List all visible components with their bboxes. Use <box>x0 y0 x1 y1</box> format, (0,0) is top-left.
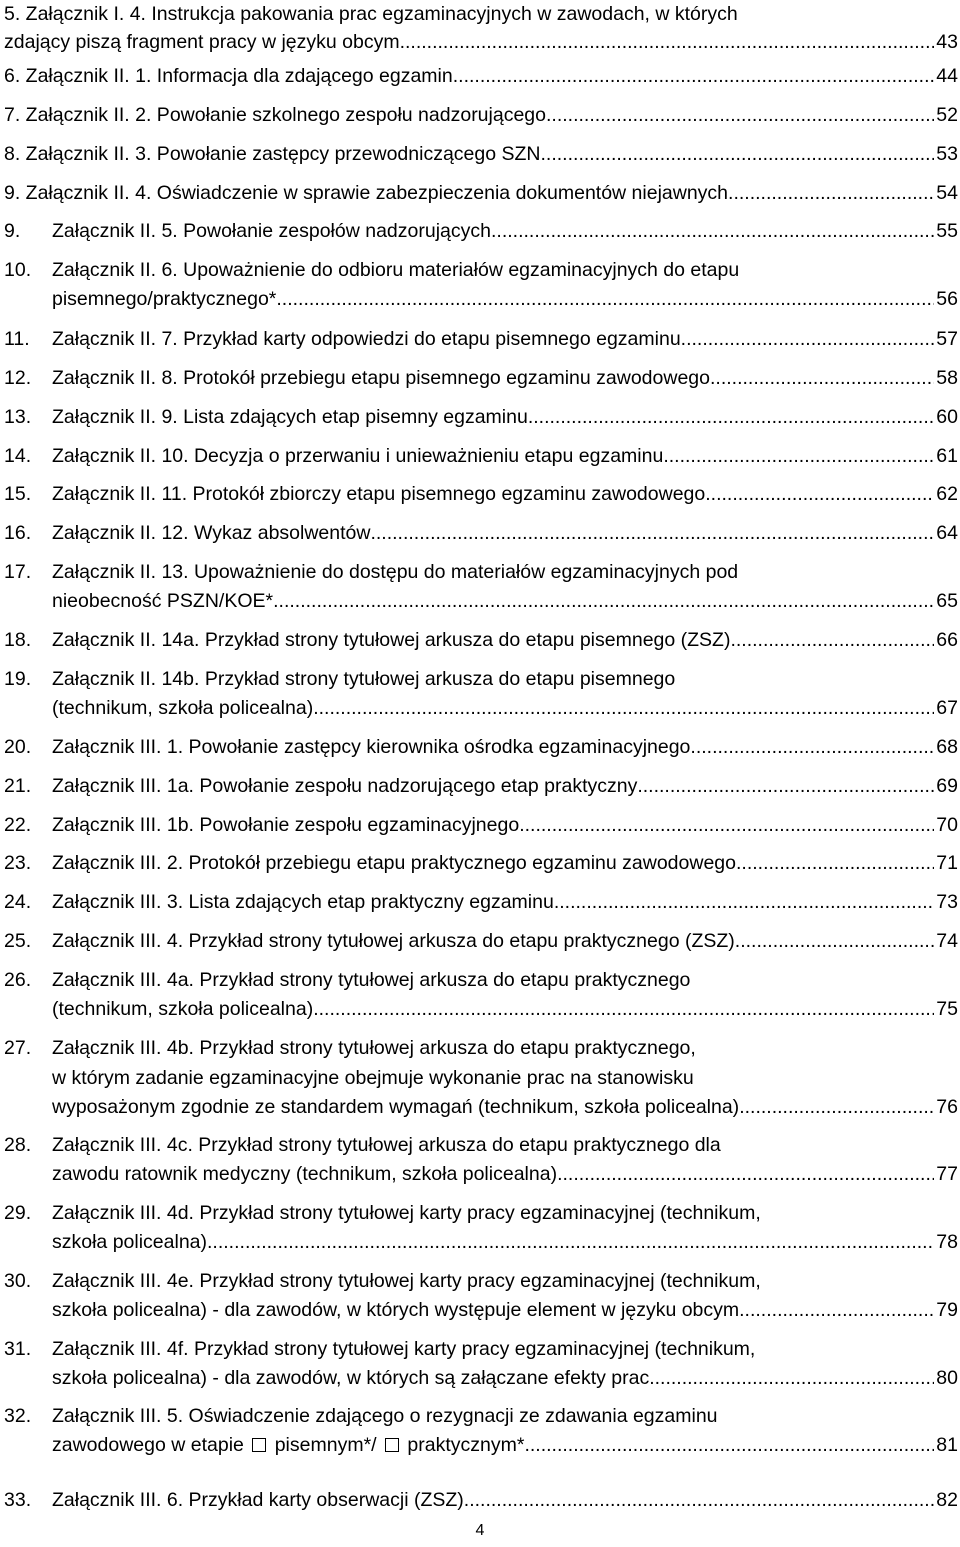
dot-leader <box>491 217 934 245</box>
dot-leader <box>276 285 934 313</box>
dot-leader <box>400 28 935 56</box>
toc-line <box>0 995 960 1023</box>
toc-line <box>0 1267 960 1295</box>
toc-entry-title[interactable]: pisemnego/praktycznego* <box>52 288 277 310</box>
toc-entry-number: 18. <box>4 629 32 651</box>
toc-line <box>0 140 960 168</box>
dot-leader <box>735 927 935 955</box>
toc-entry-title[interactable]: 5. Załącznik I. 4. Instrukcja pakowania prac egzaminacyjnych w zawodach, w których <box>4 3 738 25</box>
toc-entry-number: 31. <box>4 1338 32 1360</box>
toc-line <box>0 849 960 877</box>
toc-entry-number: 15. <box>4 483 32 505</box>
toc-line <box>0 966 960 994</box>
toc-entry-number: 10. <box>4 259 32 281</box>
toc-page-number[interactable]: 79 <box>936 1299 958 1321</box>
toc-entry-title[interactable]: 7. Załącznik II. 2. Powołanie szkolnego zespołu nadzorującego <box>4 104 546 126</box>
toc-line <box>0 62 960 90</box>
toc-line <box>0 101 960 129</box>
toc-entry-title[interactable]: Załącznik III. 6. Przykład karty obserwacji (ZSZ) <box>52 1489 464 1511</box>
toc-line <box>0 325 960 353</box>
toc-page-number[interactable]: 81 <box>936 1434 958 1456</box>
toc-entry-title[interactable]: (technikum, szkoła policealna) <box>52 697 314 719</box>
toc-page-number[interactable]: 75 <box>936 998 958 1020</box>
dot-leader <box>739 1093 934 1121</box>
toc-line <box>0 1228 960 1256</box>
checkbox-square <box>252 1438 266 1452</box>
toc-page-number[interactable]: 69 <box>936 775 958 797</box>
toc-entry-title[interactable]: Załącznik III. 1. Powołanie zastępcy kierownika ośrodka egzaminacyjnego <box>52 736 691 758</box>
dot-leader <box>453 62 935 90</box>
toc-line <box>0 179 960 207</box>
dot-leader <box>710 364 934 392</box>
dot-leader <box>313 995 934 1023</box>
dot-leader <box>649 1364 934 1392</box>
dot-leader <box>370 519 934 547</box>
toc-entry-number: 17. <box>4 561 32 583</box>
toc-entry-title[interactable]: Załącznik II. 11. Protokół zbiorczy etapu pisemnego egzaminu zawodowego <box>52 483 706 505</box>
toc-entry-title[interactable]: Załącznik III. 5. Oświadczenie zdającego o rezygnacji ze zdawania egzaminu <box>52 1405 718 1427</box>
dot-leader <box>519 811 934 839</box>
checkbox-square <box>385 1438 399 1452</box>
toc-entry-number: 24. <box>4 891 32 913</box>
toc-entry-title[interactable]: szkoła policealna) <box>52 1231 208 1253</box>
toc-entry-title[interactable]: 8. Załącznik II. 3. Powołanie zastępcy przewodniczącego SZN <box>4 143 541 165</box>
toc-entry-title[interactable]: w którym zadanie egzaminacyjne obejmuje wykonanie prac na stanowisku <box>52 1067 694 1089</box>
toc-entry-title[interactable]: Załącznik II. 8. Protokół przebiegu etapu pisemnego egzaminu zawodowego <box>52 367 710 389</box>
toc-page-number[interactable]: 61 <box>936 445 958 467</box>
dot-leader <box>554 888 934 916</box>
toc-page-number[interactable]: 53 <box>936 143 958 165</box>
toc-entry-number: 16. <box>4 522 32 544</box>
toc-entry-title[interactable]: Załącznik III. 4b. Przykład strony tytułowej arkusza do etapu praktycznego, <box>52 1037 696 1059</box>
toc-entry-number: 21. <box>4 775 32 797</box>
toc-line <box>0 1034 960 1062</box>
toc-entry-number: 14. <box>4 445 32 467</box>
toc-entry-number: 12. <box>4 367 32 389</box>
toc-line <box>0 927 960 955</box>
toc-page-number[interactable]: 82 <box>936 1489 958 1511</box>
toc-line <box>0 1431 960 1459</box>
toc-line <box>0 519 960 547</box>
toc-entry-title[interactable]: Załącznik II. 9. Lista zdających etap pisemny egzaminu <box>52 406 528 428</box>
toc-entry-number: 27. <box>4 1037 32 1059</box>
toc-page-number[interactable]: 60 <box>936 406 958 428</box>
toc-entry-number: 9. <box>4 220 21 242</box>
toc-entry-title[interactable]: Załącznik III. 4f. Przykład strony tytułowej karty pracy egzaminacyjnej (technikum, <box>52 1338 756 1360</box>
toc-entry-title[interactable]: szkoła policealna) - dla zawodów, w których są załączane efekty prac <box>52 1367 650 1389</box>
toc-line <box>0 1131 960 1159</box>
toc-page-number[interactable]: 67 <box>936 697 958 719</box>
toc-page-number[interactable]: 64 <box>936 522 958 544</box>
toc-line <box>0 1486 960 1514</box>
toc-page-number[interactable]: 71 <box>936 852 958 874</box>
toc-line <box>0 256 960 284</box>
toc-line <box>0 403 960 431</box>
toc-page-number[interactable]: 52 <box>936 104 958 126</box>
toc-page-number[interactable]: 78 <box>936 1231 958 1253</box>
toc-line <box>0 772 960 800</box>
dot-leader <box>524 1431 934 1459</box>
dot-leader <box>730 626 934 654</box>
dot-leader <box>739 1296 934 1324</box>
dot-leader <box>663 442 934 470</box>
toc-entry-number: 13. <box>4 406 32 428</box>
toc-entry-title[interactable]: Załącznik II. 5. Powołanie zespołów nadzorujących <box>52 220 491 242</box>
toc-line <box>0 1093 960 1121</box>
dot-leader <box>681 325 935 353</box>
toc-entry-title[interactable]: Załącznik II. 6. Upoważnienie do odbioru materiałów egzaminacyjnych do etapu <box>52 259 740 281</box>
toc-line <box>0 480 960 508</box>
toc-line <box>0 364 960 392</box>
toc-entry-title[interactable]: zawodu ratownik medyczny (technikum, szkoła policealna) <box>52 1163 558 1185</box>
toc-line <box>0 285 960 313</box>
toc-entry-title[interactable]: Załącznik II. 7. Przykład karty odpowiedzi do etapu pisemnego egzaminu <box>52 328 681 350</box>
toc-line <box>0 1064 960 1092</box>
toc-page-number[interactable]: 68 <box>936 736 958 758</box>
page-number: 4 <box>475 1522 485 1539</box>
toc-entry-title[interactable]: zawodowego w etapie pisemnym*/ praktycznym* <box>52 1434 525 1456</box>
toc-page-number[interactable]: 80 <box>936 1367 958 1389</box>
dot-leader <box>728 179 934 207</box>
toc-entry-title[interactable]: Załącznik III. 1b. Powołanie zespołu egzaminacyjnego <box>52 814 520 836</box>
toc-entry-title[interactable]: Załącznik III. 4a. Przykład strony tytułowej arkusza do etapu praktycznego <box>52 969 691 991</box>
dot-leader <box>690 733 934 761</box>
toc-entry-title[interactable]: Załącznik II. 12. Wykaz absolwentów <box>52 522 371 544</box>
toc-entry-title[interactable]: szkoła policealna) - dla zawodów, w których występuje element w języku obcym <box>52 1299 740 1321</box>
toc-line <box>0 1199 960 1227</box>
toc-page-number[interactable]: 62 <box>936 483 958 505</box>
dot-leader <box>557 1160 934 1188</box>
toc-entry-title[interactable]: Załącznik III. 4c. Przykład strony tytułowej arkusza do etapu praktycznego dla <box>52 1134 721 1156</box>
toc-entry-number: 25. <box>4 930 32 952</box>
toc-entry-number: 19. <box>4 668 32 690</box>
toc-page-number[interactable]: 54 <box>936 182 958 204</box>
toc-page-number[interactable]: 70 <box>936 814 958 836</box>
toc-entry-title[interactable]: Załącznik III. 4e. Przykład strony tytułowej karty pracy egzaminacyjnej (technikum, <box>52 1270 761 1292</box>
toc-entry-number: 23. <box>4 852 32 874</box>
toc-line <box>0 1160 960 1188</box>
toc-line <box>0 558 960 586</box>
toc-line <box>0 888 960 916</box>
toc-entry-title[interactable]: Załącznik III. 4. Przykład strony tytułowej arkusza do etapu praktycznego (ZSZ) <box>52 930 735 952</box>
toc-entry-title[interactable]: Załącznik III. 4d. Przykład strony tytułowej karty pracy egzaminacyjnej (technikum, <box>52 1202 761 1224</box>
dot-leader <box>546 101 934 129</box>
dot-leader <box>705 480 934 508</box>
toc-page-number[interactable]: 65 <box>936 590 958 612</box>
toc-page-number[interactable]: 56 <box>936 288 958 310</box>
toc-entry-title[interactable]: Załącznik III. 3. Lista zdających etap praktyczny egzaminu <box>52 891 554 913</box>
toc-line <box>0 733 960 761</box>
dot-leader <box>528 403 934 431</box>
toc-entry-number: 33. <box>4 1489 32 1511</box>
toc-page-number[interactable]: 74 <box>936 930 958 952</box>
toc-page-number[interactable]: 44 <box>936 65 958 87</box>
toc-line <box>0 442 960 470</box>
toc-page-number[interactable]: 57 <box>936 328 958 350</box>
toc-entry-title[interactable]: Załącznik III. 2. Protokół przebiegu etapu praktycznego egzaminu zawodowego <box>52 852 736 874</box>
toc-entry-number: 29. <box>4 1202 32 1224</box>
toc-page-number[interactable]: 55 <box>936 220 958 242</box>
toc-entry-title[interactable]: 9. Załącznik II. 4. Oświadczenie w sprawie zabezpieczenia dokumentów niejawnych <box>4 182 729 204</box>
dot-leader <box>736 849 934 877</box>
toc-line <box>0 1296 960 1324</box>
dot-leader <box>464 1486 935 1514</box>
toc-line <box>0 587 960 615</box>
toc-entry-title[interactable]: Załącznik II. 10. Decyzja o przerwaniu i unieważnieniu etapu egzaminu <box>52 445 664 467</box>
toc-line <box>0 1402 960 1430</box>
toc-page-number[interactable]: 73 <box>936 891 958 913</box>
toc-entry-number: 30. <box>4 1270 32 1292</box>
toc-line <box>0 28 960 56</box>
toc-entry-title[interactable]: Załącznik II. 13. Upoważnienie do dostępu do materiałów egzaminacyjnych pod <box>52 561 739 583</box>
toc-page-number[interactable]: 76 <box>936 1096 958 1118</box>
toc-line <box>0 1335 960 1363</box>
toc-line <box>0 665 960 693</box>
toc-entry-number: 20. <box>4 736 32 758</box>
toc-entry-number: 32. <box>4 1405 32 1427</box>
toc-entry-number: 28. <box>4 1134 32 1156</box>
toc-entry-number: 26. <box>4 969 32 991</box>
toc-entry-title[interactable]: (technikum, szkoła policealna) <box>52 998 314 1020</box>
toc-entry-title[interactable]: zdający piszą fragment pracy w języku obcym <box>4 31 400 53</box>
toc-entry-title[interactable]: wyposażonym zgodnie ze standardem wymagań (technikum, szkoła policealna) <box>52 1096 740 1118</box>
toc-line <box>0 217 960 245</box>
dot-leader <box>637 772 934 800</box>
toc-line <box>0 626 960 654</box>
toc-line <box>0 694 960 722</box>
toc-page-number[interactable]: 43 <box>936 31 958 53</box>
toc-entry-title[interactable]: nieobecność PSZN/KOE* <box>52 590 274 612</box>
toc-page-number[interactable]: 66 <box>936 629 958 651</box>
dot-leader <box>273 587 934 615</box>
toc-line <box>0 0 960 28</box>
dot-leader <box>541 140 935 168</box>
toc-line <box>0 811 960 839</box>
toc-entry-number: 11. <box>4 328 30 350</box>
toc-entry-title[interactable]: Załącznik II. 14b. Przykład strony tytułowej arkusza do etapu pisemnego <box>52 668 676 690</box>
toc-entry-number: 22. <box>4 814 32 836</box>
toc-page-number[interactable]: 77 <box>936 1163 958 1185</box>
toc-page-number[interactable]: 58 <box>936 367 958 389</box>
dot-leader <box>207 1228 934 1256</box>
dot-leader <box>313 694 934 722</box>
toc-entry-title[interactable]: 6. Załącznik II. 1. Informacja dla zdającego egzamin <box>4 65 453 87</box>
toc-entry-title[interactable]: Załącznik II. 14a. Przykład strony tytułowej arkusza do etapu pisemnego (ZSZ) <box>52 629 731 651</box>
toc-line <box>0 1364 960 1392</box>
toc-entry-title[interactable]: Załącznik III. 1a. Powołanie zespołu nadzorującego etap praktyczny <box>52 775 638 797</box>
